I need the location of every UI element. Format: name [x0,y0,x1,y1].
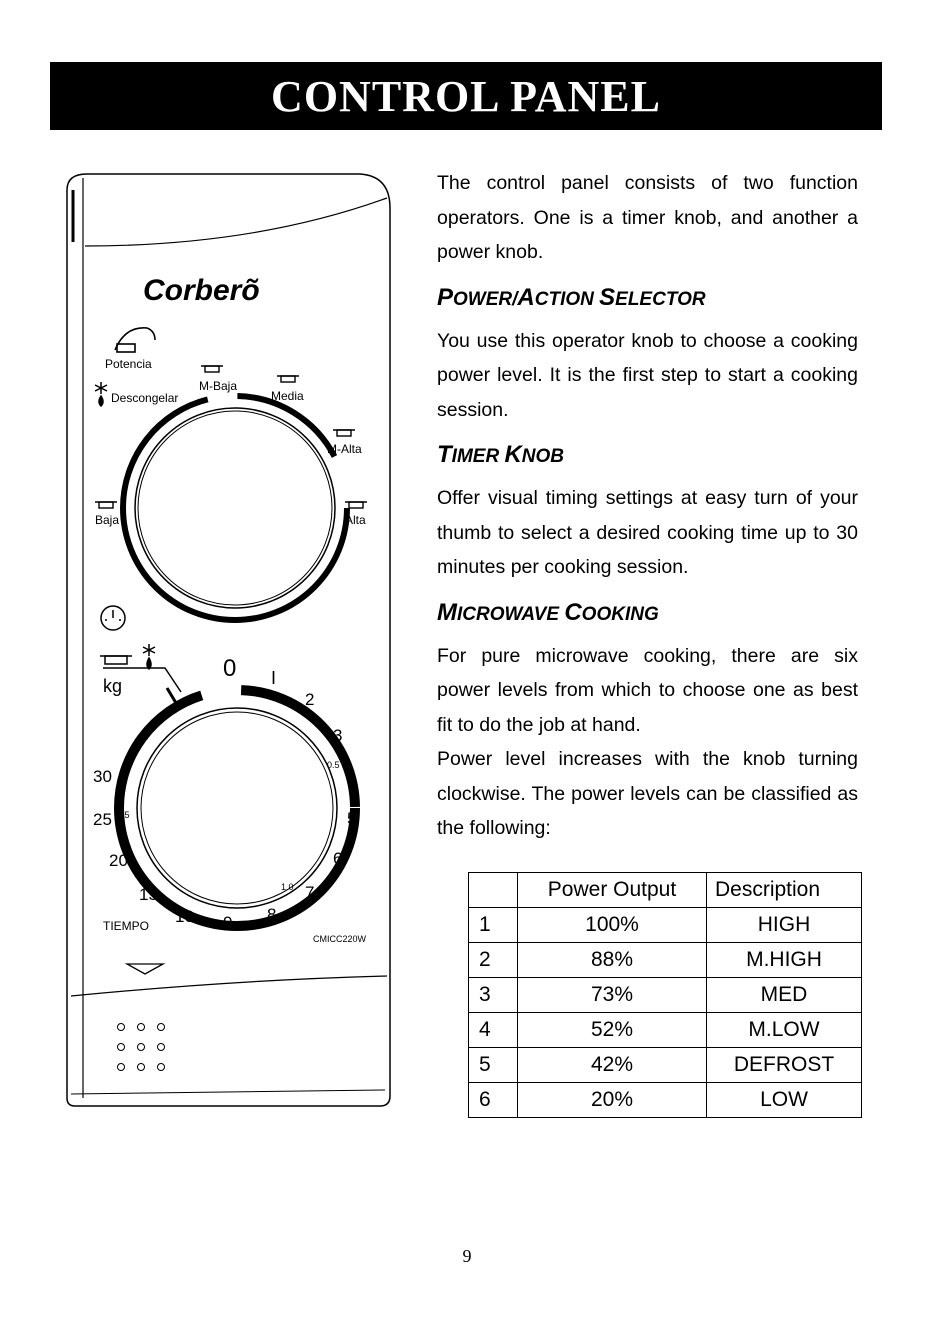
timer-knob-paragraph: Offer visual timing settings at easy turn of your thumb to select a desired cooking time up to 30 minutes per cooking session. [437,487,858,578]
timer-mark-4: 4 [347,767,357,786]
power-knob[interactable] [123,396,347,620]
timer-mark-5: 5 [347,809,357,828]
timer-mark-15: 15 [139,885,158,904]
brand-logo: Corberõ [143,274,260,307]
table-cell: 2 [469,943,518,978]
bottom-curve-line [71,976,387,996]
potencia-icon [115,328,155,352]
table-header-cell: Power Output [518,873,707,908]
timer-mark-10: 10 [175,907,194,926]
table-cell: M.LOW [707,1013,862,1048]
section-heading-power-action-selector: POWER/ACTION SELECTOR [437,283,706,311]
timer-mark-25: 25 [93,810,112,829]
pot-icon-m-alta [333,430,355,436]
pot-icon-m-baja [201,366,223,372]
table-row [469,908,862,943]
table-row [469,1013,862,1048]
text-column [437,166,858,846]
potencia-label: Potencia [105,357,152,371]
microwave-cooking-paragraph: For pure microwave cooking, there are six power levels from which to choose one as best fit to do the job at hand. [437,644,858,736]
section-heading-microwave-cooking: MICROWAVE COOKING [437,598,659,626]
media-label: Media [271,389,304,403]
timer-mark-1: I [271,668,277,688]
intro-paragraph: The control panel consists of two function operators. One is a timer knob, and another a power knob. [437,172,858,263]
table-cell: LOW [707,1083,862,1118]
clock-icon [101,606,125,630]
m-alta-label: M-Alta [327,442,362,456]
table-cell: 100% [518,908,707,943]
control-panel-illustration [55,168,405,1118]
model-label: CMICC220W [313,934,367,944]
table-cell: MED [707,978,862,1013]
table-cell: 73% [518,978,707,1013]
power-selector-paragraph: You use this operator knob to choose a cooking power level. It is the first step to start a cooking session. [437,329,858,421]
pot-icon-baja [95,502,117,508]
table-cell: 4 [469,1013,518,1048]
top-curve-line [85,198,387,246]
timer-mark-9: 9 [223,913,233,932]
table-cell: 3 [469,978,518,1013]
door-release-arrow-icon [127,964,163,974]
table-row [469,978,862,1013]
baja-label: Baja [95,513,120,527]
pot-icon-alta [345,502,367,508]
table-cell: M.HIGH [707,943,862,978]
title-banner [50,62,882,130]
table-cell: 20% [518,1083,707,1118]
weight-mark-1-5: 1.5 [117,810,130,820]
timer-mark-3: 3 [333,726,343,745]
snowflake-icon [95,382,107,406]
table-cell: 42% [518,1048,707,1083]
table-cell: 88% [518,943,707,978]
table-cell: 52% [518,1013,707,1048]
timer-mark-8: 8 [267,905,277,924]
table-cell: DEFROST [707,1048,862,1083]
weight-mark-1-0: 1.0 [281,882,294,892]
table-row [469,943,862,978]
page-number: 9 [462,1246,472,1266]
timer-mark-20: 20 [109,851,128,870]
section-heading-timer-knob: TIMER KNOB [437,441,565,468]
power-level-paragraph: Power level increases with the knob turning clockwise. The power levels can be classified as the following: [437,748,858,839]
table-header-row [469,873,862,908]
m-baja-label: M-Baja [199,379,238,393]
timer-mark-2: 2 [305,690,315,709]
timer-mark-0: 0 [223,655,237,682]
power-level-table [468,872,862,1118]
table-row [469,1048,862,1083]
table-row [469,1083,862,1118]
timer-mark-7: 7 [305,883,315,902]
page-title: CONTROL PANEL [271,71,661,121]
table-cell: 5 [469,1048,518,1083]
timer-mark-30: 30 [93,767,112,786]
table-header-cell [469,873,518,908]
pot-icon-media [277,376,299,382]
table-cell: HIGH [707,908,862,943]
vent-holes [118,1024,165,1071]
table-cell: 1 [469,908,518,943]
tiempo-label: TIEMPO [103,919,150,933]
table-header-cell: Description [707,873,862,908]
alta-label: Alta [345,513,366,527]
table-cell: 6 [469,1083,518,1118]
panel-outline [67,174,390,1106]
descongelar-label: Descongelar [111,391,179,405]
weight-mark-0-5: 0.5 [327,760,340,770]
timer-mark-6: 6 [333,849,343,868]
kg-label: kg [103,676,123,696]
